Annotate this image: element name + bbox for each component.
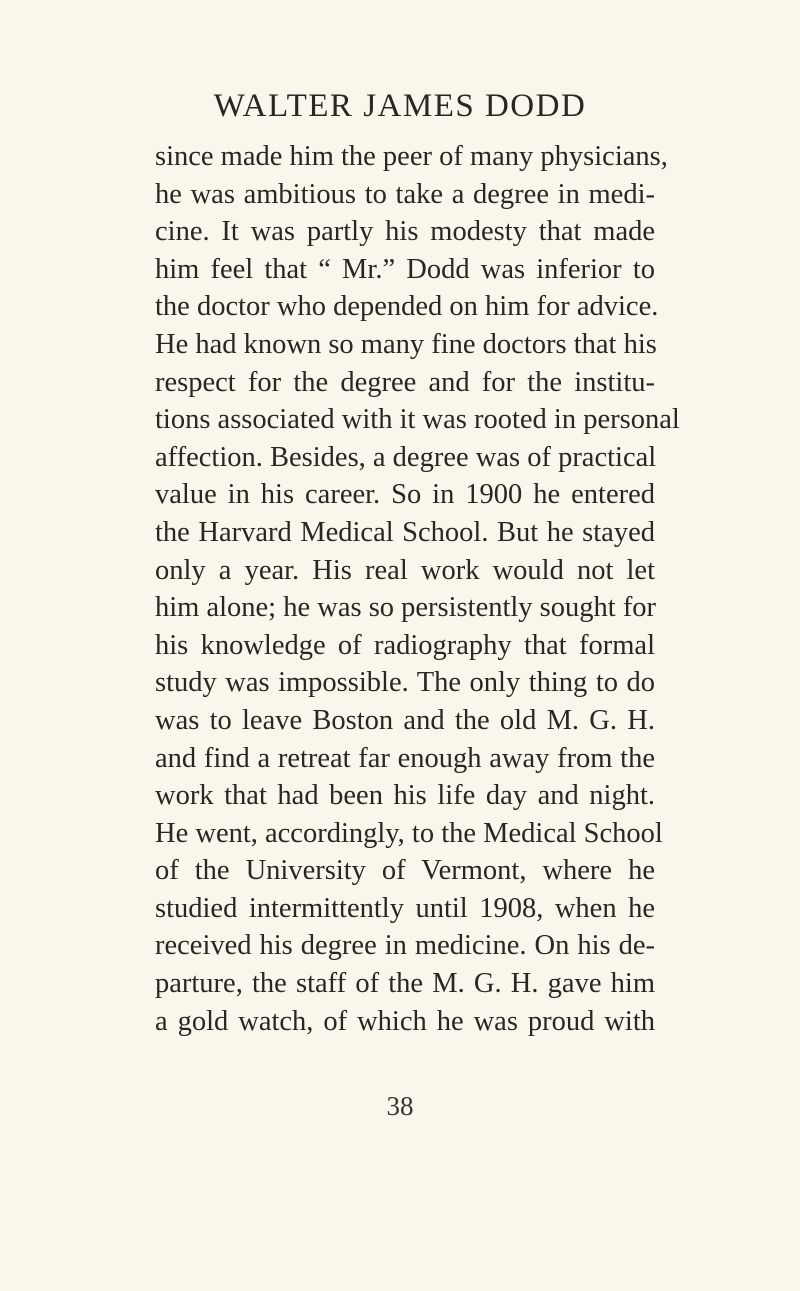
text-line: study was impossible. The only thing to do (155, 667, 655, 699)
text-line: he was ambitious to take a degree in medi- (155, 178, 655, 210)
text-line: tions associated with it was rooted in personal (155, 404, 680, 436)
text-line: affection. Besides, a degree was of practical (155, 441, 657, 473)
running-head: WALTER JAMES DODD (213, 88, 587, 124)
text-line: He went, accordingly, to the Medical School (155, 817, 663, 849)
text-line: cine. It was partly his modesty that made (155, 216, 655, 248)
text-line: He had known so many fine doctors that his (155, 328, 657, 360)
text-line: studied intermittently until 1908, when he (155, 892, 655, 924)
text-line: the doctor who depended on him for advice. (155, 291, 659, 323)
text-line: respect for the degree and for the institu- (155, 366, 655, 398)
text-line: work that had been his life day and night. (155, 780, 655, 812)
text-line: and find a retreat far enough away from the (155, 742, 655, 774)
text-line: the Harvard Medical School. But he stayed (155, 516, 655, 548)
text-line: received his degree in medicine. On his de- (155, 930, 655, 962)
text-line: his knowledge of radiography that formal (155, 629, 655, 661)
text-line: him alone; he was so persistently sought for (155, 592, 657, 624)
text-line: him feel that “ Mr.” Dodd was inferior to (155, 253, 655, 285)
text-line: parture, the staff of the M. G. H. gave him (155, 968, 655, 1000)
text-line: only a year. His real work would not let (155, 554, 655, 586)
text-line: a gold watch, of which he was proud with (155, 1005, 655, 1037)
body-text (155, 138, 680, 1040)
text-line: was to leave Boston and the old M. G. H. (155, 704, 655, 736)
text-line: of the University of Vermont, where he (155, 855, 655, 887)
page-number: 38 (386, 1091, 414, 1121)
text-line: value in his career. So in 1900 he entered (155, 479, 655, 511)
text-line: since made him the peer of many physicians, (155, 141, 668, 172)
